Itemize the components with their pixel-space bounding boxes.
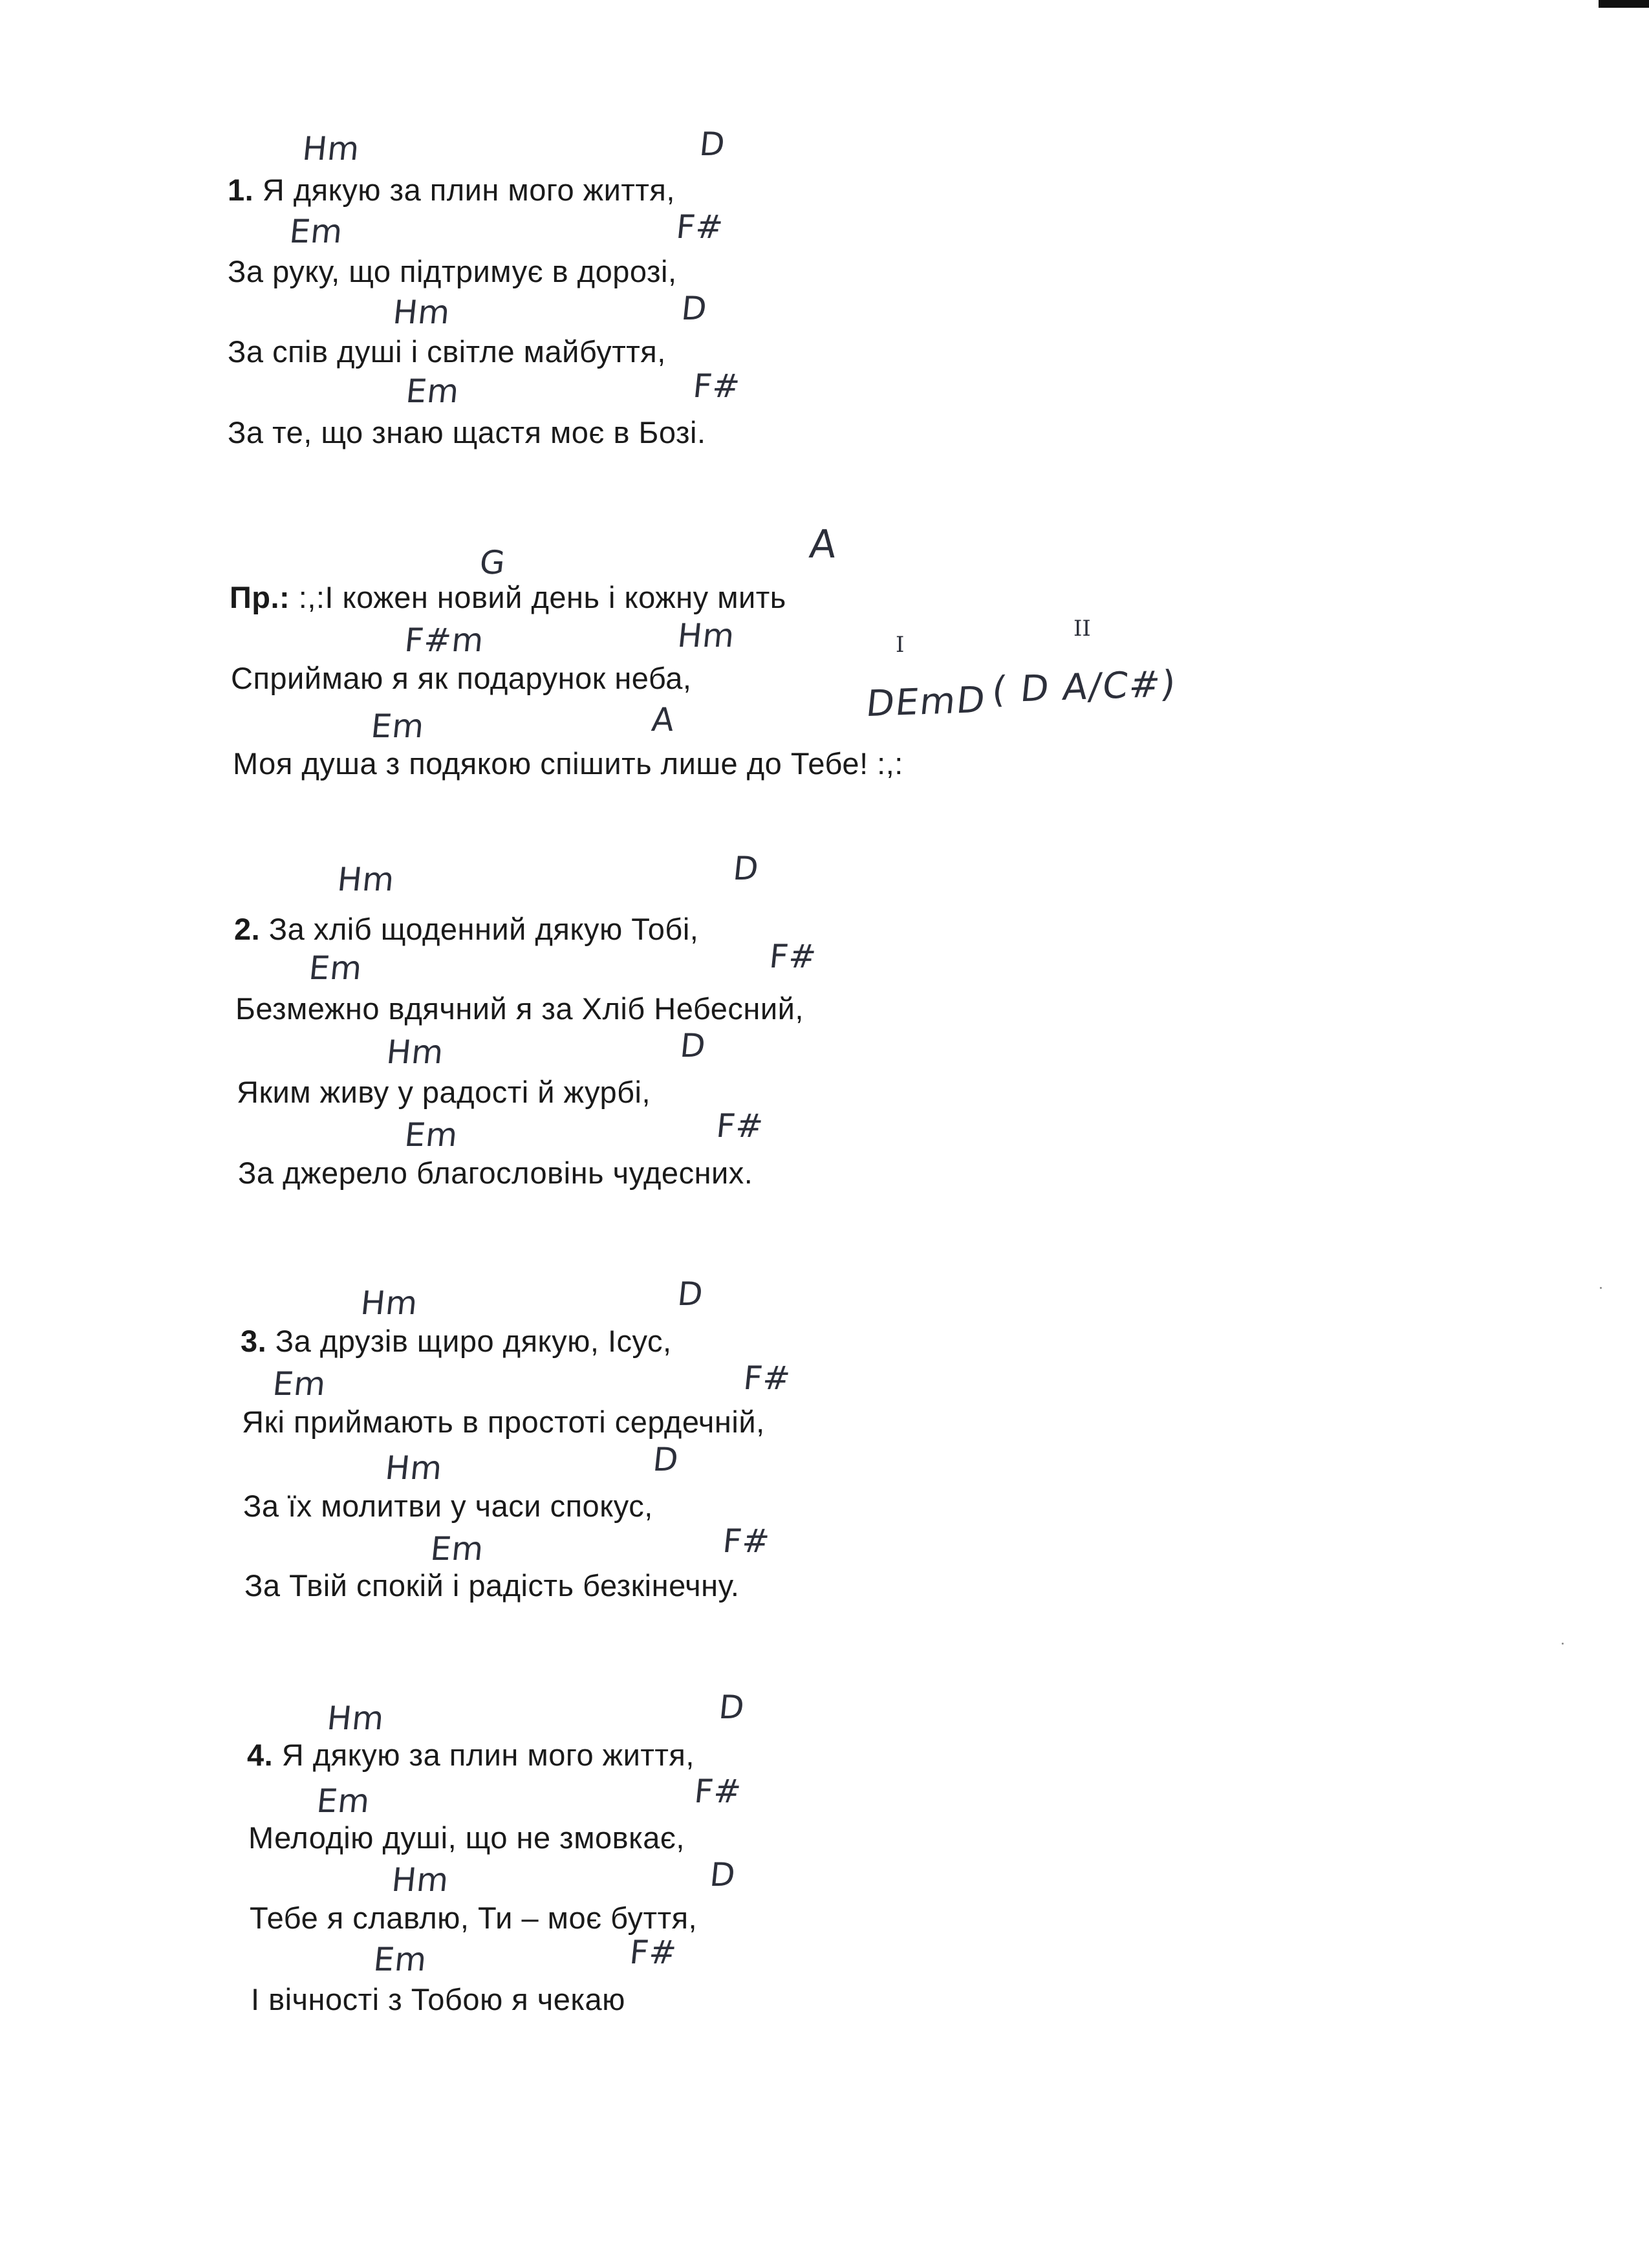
verse-2-line-1: 2. За хліб щоденний дякую Тобі, — [234, 912, 699, 946]
verse-4-line-2: Мелодію душі, що не змовкає, — [248, 1820, 685, 1855]
verse-1-number: 1. — [228, 173, 254, 207]
chord-v4-l3-b: D — [707, 1856, 738, 1894]
verse-1-line-3: За спів душі і світле майбуття, — [228, 334, 666, 369]
chorus-line-2: Сприймаю я як подарунок неба, — [231, 661, 692, 695]
chord-v1-l2-b: F# — [674, 208, 726, 246]
chord-v2-l3-a: Hm — [384, 1033, 446, 1071]
chord-v4-l2-b: F# — [692, 1773, 744, 1810]
ending-roman-two: II — [1073, 616, 1091, 642]
chord-v2-l3-b: D — [678, 1027, 708, 1064]
verse-1-line-1: 1. Я дякую за плин мого життя, — [228, 173, 675, 207]
chord-v4-l3-a: Hm — [389, 1861, 451, 1899]
chord-v1-l3-b: D — [679, 290, 709, 327]
verse-2-number: 2. — [234, 912, 261, 946]
chord-v3-l2-a: Em — [270, 1365, 329, 1403]
verse-3-number: 3. — [241, 1324, 267, 1358]
chord-v4-l1-a: Hm — [325, 1700, 387, 1737]
ending-roman-one: I — [896, 632, 905, 658]
verse-4-line-3: Тебе я славлю, Ти – моє буття, — [250, 1901, 698, 1935]
chord-ch-l3-a: Em — [369, 707, 427, 745]
chord-v1-l3-a: Hm — [391, 294, 453, 331]
chord-v1-l4-a: Em — [404, 373, 462, 410]
scan-corner-mark — [1599, 0, 1649, 8]
chord-ch-l1-b: A — [807, 522, 839, 567]
chord-ch-l1-a: G — [477, 544, 508, 581]
chord-v2-l4-a: Em — [402, 1116, 460, 1154]
chord-v2-l2-a: Em — [307, 949, 365, 987]
verse-3-line-1: 3. За друзів щиро дякую, Ісус, — [241, 1324, 672, 1358]
chorus-line-1: Пр.: :,:І кожен новий день і кожну мить — [230, 580, 786, 614]
chord-ch-l3-b: A — [649, 701, 677, 739]
second-ending-chords: ( D A/C#) — [990, 663, 1179, 711]
chord-ch-l2-a: F#m — [402, 621, 486, 659]
chord-v1-l2-a: Em — [287, 213, 345, 250]
verse-1-line-4: За те, що знаю щастя моє в Бозі. — [228, 415, 706, 449]
chord-v4-l4-b: F# — [627, 1934, 679, 1971]
verse-3-line-2: Які приймають в простоті сердечній, — [242, 1405, 765, 1439]
chord-v2-l2-b: F# — [767, 938, 819, 975]
chord-v3-l4-a: Em — [428, 1530, 486, 1568]
verse-4-line-4: І вічності з Тобою я чекаю — [251, 1982, 625, 2016]
chord-v2-l1-b: D — [731, 850, 761, 887]
first-ending-chords: DEmD — [864, 678, 989, 726]
chord-v1-l1-b: D — [697, 125, 727, 163]
chord-v3-l1-b: D — [675, 1275, 706, 1313]
scan-speck — [1600, 1287, 1602, 1289]
chord-v3-l3-a: Hm — [383, 1449, 445, 1487]
verse-1-line-2: За руку, що підтримує в дорозі, — [228, 254, 677, 288]
verse-4-line-1: 4. Я дякую за плин мого життя, — [247, 1738, 695, 1772]
verse-2-line-2: Безмежно вдячний я за Хліб Небесний, — [235, 991, 804, 1026]
chord-v2-l1-a: Hm — [335, 861, 397, 898]
verse-3-line-4: За Твій спокій і радість безкінечну. — [244, 1568, 740, 1603]
chord-v2-l4-b: F# — [714, 1107, 766, 1145]
chord-v4-l1-b: D — [717, 1689, 747, 1726]
chord-v4-l2-a: Em — [314, 1782, 372, 1820]
chord-v3-l3-b: D — [651, 1441, 681, 1478]
verse-3-line-3: За їх молитви у часи спокус, — [243, 1489, 653, 1523]
chord-v4-l4-a: Em — [371, 1941, 429, 1978]
chord-v3-l4-b: F# — [720, 1522, 772, 1560]
chord-v3-l1-a: Hm — [358, 1284, 420, 1322]
chord-ch-l2-b: Hm — [675, 617, 737, 654]
chorus-label: Пр.: — [230, 580, 290, 614]
chorus-line-3: Моя душа з подякою спішить лише до Тебе! :,: — [233, 746, 903, 781]
chord-v1-l4-b: F# — [691, 367, 742, 405]
verse-2-line-4: За джерело благословінь чудесних. — [238, 1156, 753, 1190]
scan-speck — [1562, 1643, 1564, 1645]
chord-v3-l2-b: F# — [741, 1359, 793, 1397]
verse-2-line-3: Яким живу у радості й журбі, — [237, 1075, 651, 1109]
verse-4-number: 4. — [247, 1738, 274, 1772]
chord-v1-l1-a: Hm — [300, 130, 362, 167]
